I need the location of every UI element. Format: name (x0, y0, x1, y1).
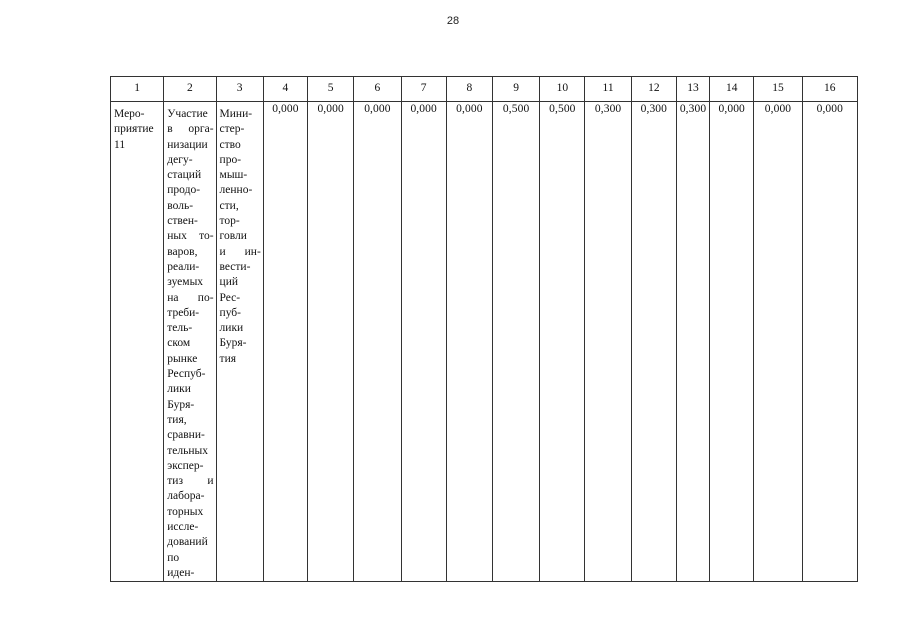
value-cell-6: 0,000 (354, 102, 401, 582)
cell-text-line: тия, (167, 413, 187, 426)
cell-text-line: стер- (219, 123, 245, 136)
cell-text-line: реали- (167, 260, 200, 273)
activity-description-lines (164, 102, 215, 581)
cell-text-line: Участие (167, 108, 208, 120)
value-cell-5: 0,000 (308, 102, 354, 582)
column-header-10: 10 (540, 77, 585, 102)
header-row (111, 77, 858, 102)
column-header-7: 7 (401, 77, 446, 102)
cell-text-line: ском (167, 337, 191, 350)
cell-text-line: мыш- (219, 169, 248, 182)
column-header-3: 3 (216, 77, 263, 102)
table-row (111, 102, 858, 582)
cell-text-line: иссле- (167, 521, 199, 534)
cell-text-line: и ин- (219, 245, 261, 258)
cell-text-line: ных то- (167, 230, 214, 243)
value-cell-7: 0,000 (401, 102, 446, 582)
cell-text-line: 11 (114, 138, 126, 151)
cell-text-line: иден- (167, 566, 195, 579)
cell-text-line: в орга- (167, 123, 214, 136)
cell-text-line: экспер- (167, 459, 204, 472)
cell-text-line: дегу- (167, 153, 193, 166)
cell-text-line: ленно- (219, 184, 253, 197)
cell-text-line: Меро- (114, 108, 145, 120)
cell-text-line: Мини- (219, 108, 253, 120)
cell-text-line: воль- (167, 199, 194, 212)
cell-text-line: тия (219, 352, 237, 365)
cell-activity-description (164, 102, 216, 582)
cell-text-line: лики (167, 383, 191, 396)
value-cell-10: 0,500 (540, 102, 585, 582)
cell-text-line: тор- (219, 215, 240, 228)
cell-text-line: сравни- (167, 429, 205, 442)
cell-text-line: ство (219, 138, 241, 151)
cell-text-line: зуемых (167, 276, 204, 289)
column-header-11: 11 (585, 77, 631, 102)
cell-text-line: вести- (219, 260, 251, 273)
cell-text-line: про- (219, 153, 242, 166)
cell-text-line: варов, (167, 245, 198, 258)
cell-text-line: сти, (219, 199, 239, 212)
cell-text-line: продо- (167, 184, 201, 197)
cell-text-line: говли (219, 230, 247, 243)
cell-text-line: тельных (167, 444, 209, 457)
column-header-14: 14 (710, 77, 754, 102)
cell-text-line: Рес- (219, 291, 241, 304)
column-header-9: 9 (492, 77, 539, 102)
cell-text-line: дований (167, 536, 208, 549)
value-cell-13: 0,300 (676, 102, 709, 582)
column-header-15: 15 (754, 77, 802, 102)
cell-text-line: низации (167, 138, 208, 151)
cell-text-line: по (167, 551, 180, 564)
cell-text-line: на по- (167, 291, 214, 304)
column-header-6: 6 (354, 77, 401, 102)
cell-text-line: треби- (167, 306, 200, 319)
column-header-13: 13 (676, 77, 709, 102)
cell-text-line: приятие (114, 123, 154, 136)
column-header-8: 8 (446, 77, 492, 102)
value-cell-4: 0,000 (263, 102, 307, 582)
value-cell-9: 0,500 (492, 102, 539, 582)
cell-text-line: ствен- (167, 215, 198, 228)
cell-text-line: лики (219, 322, 244, 335)
column-header-12: 12 (631, 77, 676, 102)
value-cell-14: 0,000 (710, 102, 754, 582)
column-header-2: 2 (164, 77, 216, 102)
responsible-executor-lines (217, 102, 263, 367)
cell-text-line: Буря- (219, 337, 247, 350)
cell-text-line: лабора- (167, 490, 205, 503)
cell-text-line: торных (167, 505, 204, 518)
program-table (110, 76, 858, 582)
cell-responsible-executor (216, 102, 263, 582)
cell-text-line: стаций (167, 169, 202, 182)
cell-text-line: ций (219, 276, 239, 289)
cell-text-line: тель- (167, 322, 193, 335)
column-header-1: 1 (111, 77, 164, 102)
value-cell-15: 0,000 (754, 102, 802, 582)
cell-text-line: рынке (167, 352, 198, 365)
cell-text-line: Буря- (167, 398, 195, 411)
value-cell-16: 0,000 (802, 102, 857, 582)
cell-activity-name (111, 102, 164, 582)
column-header-5: 5 (308, 77, 354, 102)
value-cell-11: 0,300 (585, 102, 631, 582)
value-cell-12: 0,300 (631, 102, 676, 582)
cell-text-line: тиз и (167, 475, 214, 488)
column-header-4: 4 (263, 77, 307, 102)
cell-text-line: Респуб- (167, 368, 206, 381)
activity-name-lines (111, 102, 163, 153)
cell-text-line: пуб- (219, 306, 241, 319)
value-cell-8: 0,000 (446, 102, 492, 582)
column-header-16: 16 (802, 77, 857, 102)
page-number: 28 (446, 15, 460, 27)
